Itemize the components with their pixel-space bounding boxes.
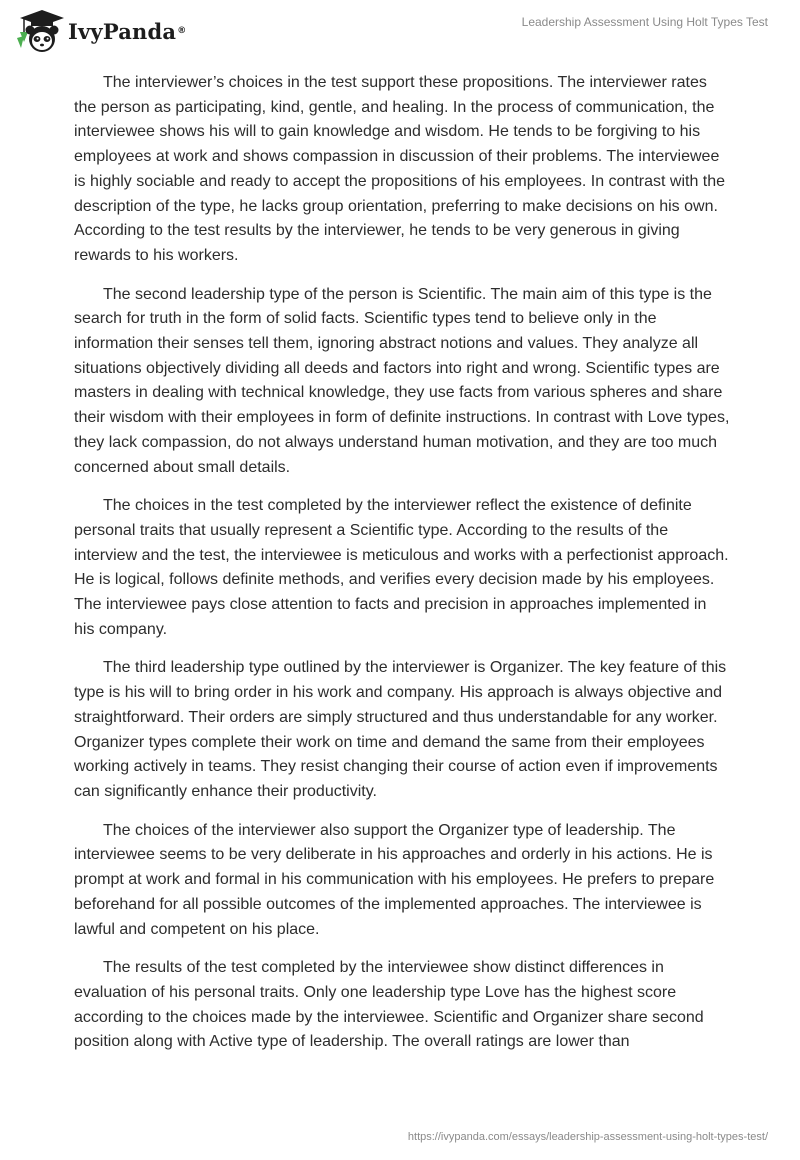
running-title: Leadership Assessment Using Holt Types Test: [521, 15, 768, 29]
paragraph-6: The results of the test completed by the interviewee show distinct differences in evaluation of his personal traits. Only one leadership type Love has the highest score according to the choices made by the interviewee. Scientific and Organizer share second position along with Active type of leadership. The overall ratings are lower than: [74, 959, 704, 1051]
essay-body: [74, 71, 730, 1069]
page-header: [0, 0, 800, 60]
ivypanda-logo[interactable]: [12, 8, 186, 54]
paragraph-1: The interviewer’s choices in the test support these propositions. The interviewer rates the person as participating, kind, gentle, and healing. In the process of communication, the interviewee shows his will to gain knowledge and wisdom. He tends to be forgiving to his employees at work and shows compassion in discussion of their problems. The interviewee is highly sociable and ready to accept the propositions of his employees. In contrast with the description of the type, he lacks group orientation, preferring to make decisions on his own. According to the test results by the interviewer, he tends to be very generous in giving rewards to his workers.: [74, 74, 726, 264]
registered-mark: ®: [177, 26, 187, 36]
paragraph-3: The choices in the test completed by the interviewer reflect the existence of definite personal traits that usually represent a Scientific type. According to the results of the interview and the test, the interviewee is meticulous and works with a perfectionist approach. He is logical, follows definite methods, and verifies every decision made by his employees. The interviewee pays close attention to facts and precision in approaches implemented in his company.: [74, 497, 729, 638]
panda-graduate-icon: [12, 8, 64, 54]
paragraph-2: The second leadership type of the person is Scientific. The main aim of this type is the search for truth in the form of solid facts. Scientific types tend to believe only in the information their senses tell them, ignoring abstract notions and values. They analyze all situations objectively dividing all deeds and factors into right and wrong. Scientific types are masters in dealing with technical knowledge, they use facts from various spheres and share their wisdom with their employees in form of definite instructions. In contrast with Love types, they lack compassion, do not always understand human motivation, and they are too much concerned about small details.: [74, 285, 730, 476]
paragraph-4: The third leadership type outlined by the interviewer is Organizer. The key feature of this type is his will to bring order in his work and company. His approach is always objective and straightforward. Their orders are simply structured and thus understandable for any worker. Organizer types complete their work on time and demand the same from their employees working actively in teams. They resist changing their course of action even if improvements can significantly enhance their productivity.: [74, 659, 727, 800]
paragraph-5: The choices of the interviewer also support the Organizer type of leadership. The interviewee seems to be very deliberate in his approaches and orderly in his actions. He is prompt at work and formal in his communication with his employees. He prefers to prepare beforehand for all possible outcomes of the implemented approaches. The interviewee is lawful and competent on his place.: [74, 821, 715, 938]
source-url[interactable]: https://ivypanda.com/essays/leadership-assessment-using-holt-types-test/: [407, 1131, 768, 1143]
brand-name: IvyPanda: [68, 18, 177, 44]
